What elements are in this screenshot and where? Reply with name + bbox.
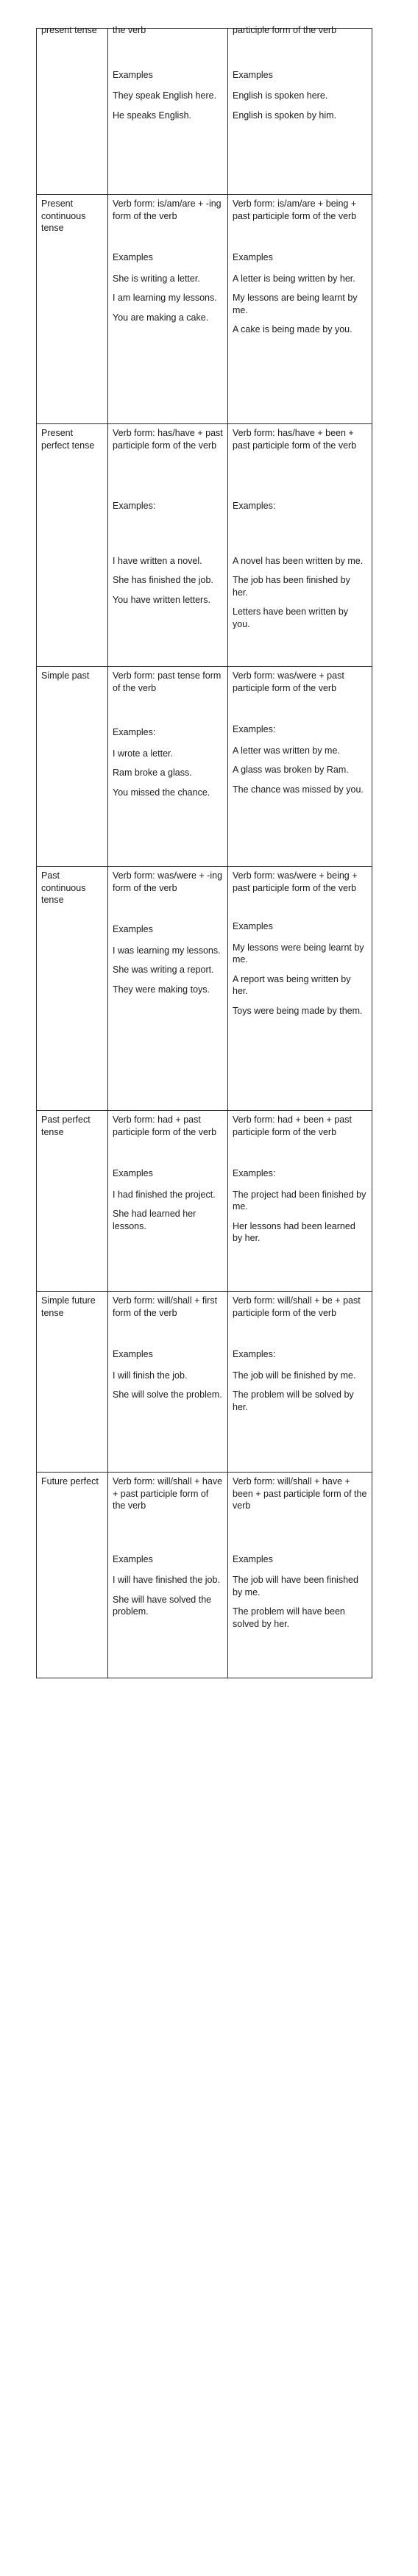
passive-voice-cell xyxy=(228,195,372,424)
passive-example-sentence: The job will have been finished by me. xyxy=(233,1575,358,1598)
active-example-sentence: They were making toys. xyxy=(113,984,210,995)
tense-row xyxy=(37,1473,372,1678)
tense-row xyxy=(37,29,372,195)
tense-name-cell xyxy=(37,1111,108,1292)
passive-verb-form: Verb form: had + been + past participle form of the verb xyxy=(233,1115,352,1137)
active-example-sentence: She was writing a report. xyxy=(113,965,214,975)
passive-example-sentence: A letter was written by me. xyxy=(233,745,340,756)
passive-verb-form: Verb form: was/were + being + past participle form of the verb xyxy=(233,870,358,893)
passive-example-sentence: English is spoken by him. xyxy=(233,110,337,121)
active-verb-form: Verb form: is/am/are + -ing form of the verb xyxy=(113,198,222,221)
passive-examples-label: Examples: xyxy=(233,1349,276,1359)
passive-example-sentence: The problem will have been solved by her. xyxy=(233,1606,345,1629)
active-example-sentence: Ram broke a glass. xyxy=(113,768,192,778)
passive-examples-label: Examples: xyxy=(233,724,276,734)
passive-example-sentence: The problem will be solved by her. xyxy=(233,1389,354,1412)
active-example-sentence: I will finish the job. xyxy=(113,1370,188,1381)
active-verb-form: the verb xyxy=(113,25,146,35)
active-example-sentence: You are making a cake. xyxy=(113,312,209,323)
active-example-sentence: He speaks English. xyxy=(113,110,192,121)
active-verb-form: Verb form: has/have + past participle form of the verb xyxy=(113,428,223,451)
passive-example-sentence: A glass was broken by Ram. xyxy=(233,765,349,775)
passive-example-sentence: The job will be finished by me. xyxy=(233,1370,356,1381)
tense-name: Future perfect xyxy=(41,1476,99,1486)
tense-row xyxy=(37,1111,372,1292)
tense-name-cell xyxy=(37,1473,108,1678)
active-example-sentence: They speak English here. xyxy=(113,90,217,101)
active-voice-cell xyxy=(108,1292,228,1473)
active-verb-form: Verb form: had + past participle form of the verb xyxy=(113,1115,217,1137)
passive-example-sentence: A novel has been written by me. xyxy=(233,555,364,566)
tense-name: Past continuous tense xyxy=(41,870,86,905)
tense-row xyxy=(37,424,372,667)
passive-example-sentence: The project had been finished by me. xyxy=(233,1189,366,1212)
active-voice-cell xyxy=(108,1473,228,1678)
passive-examples-label: Examples xyxy=(233,1553,273,1564)
active-voice-cell xyxy=(108,195,228,424)
passive-verb-form: Verb form: is/am/are + being + past participle form of the verb xyxy=(233,198,357,221)
tense-name-cell xyxy=(37,867,108,1111)
tense-table xyxy=(36,25,372,1678)
active-example-sentence: She will solve the problem. xyxy=(113,1389,222,1400)
active-example-sentence: I will have finished the job. xyxy=(113,1575,220,1585)
passive-verb-form: Verb form: was/were + past participle form of the verb xyxy=(233,670,344,693)
tense-name: Past perfect tense xyxy=(41,1115,91,1137)
active-verb-form: Verb form: will/shall + have + past participle form of the verb xyxy=(113,1476,223,1511)
active-examples-label: Examples xyxy=(113,1349,153,1359)
tense-row xyxy=(37,1292,372,1473)
active-voice-cell xyxy=(108,25,228,195)
tense-table-body xyxy=(37,25,372,1678)
passive-voice-cell xyxy=(228,25,372,195)
active-voice-cell xyxy=(108,867,228,1111)
tense-name-cell xyxy=(37,195,108,424)
active-examples-label: Examples xyxy=(113,69,153,80)
tense-row xyxy=(37,867,372,1111)
active-examples-label: Examples xyxy=(113,1168,153,1178)
active-example-sentence: She had learned her lessons. xyxy=(113,1209,196,1231)
passive-voice-cell xyxy=(228,424,372,667)
active-example-sentence: You missed the chance. xyxy=(113,787,210,798)
active-examples-label: Examples xyxy=(113,924,153,934)
passive-voice-cell xyxy=(228,1111,372,1292)
passive-verb-form: Verb form: will/shall + be + past participle form of the verb xyxy=(233,1295,361,1318)
active-verb-form: Verb form: will/shall + first form of the verb xyxy=(113,1295,218,1318)
passive-example-sentence: A report was being written by her. xyxy=(233,973,351,996)
active-example-sentence: She is writing a letter. xyxy=(113,273,200,284)
active-example-sentence: You have written letters. xyxy=(113,594,210,605)
tense-name-cell xyxy=(37,667,108,867)
active-verb-form: Verb form: was/were + -ing form of the verb xyxy=(113,870,223,893)
active-voice-cell xyxy=(108,424,228,667)
tense-name-cell xyxy=(37,1292,108,1473)
passive-example-sentence: The job has been finished by her. xyxy=(233,575,350,598)
tense-name: Present continuous tense xyxy=(41,198,86,233)
active-example-sentence: I had finished the project. xyxy=(113,1189,216,1200)
passive-example-sentence: My lessons are being learnt by me. xyxy=(233,293,358,315)
tense-row xyxy=(37,195,372,424)
passive-examples-label: Examples: xyxy=(233,501,276,511)
passive-example-sentence: A cake is being made by you. xyxy=(233,324,353,334)
passive-voice-cell xyxy=(228,1473,372,1678)
passive-examples-label: Examples xyxy=(233,252,273,262)
tense-row xyxy=(37,667,372,867)
passive-examples-label: Examples xyxy=(233,69,273,80)
passive-verb-form: Verb form: has/have + been + past participle form of the verb xyxy=(233,428,357,451)
tense-name: Simple past xyxy=(41,670,90,681)
tense-name: Present perfect tense xyxy=(41,428,95,451)
active-example-sentence: She has finished the job. xyxy=(113,575,213,585)
active-examples-label: Examples: xyxy=(113,501,156,511)
passive-example-sentence: The chance was missed by you. xyxy=(233,784,364,795)
passive-example-sentence: English is spoken here. xyxy=(233,90,328,101)
active-examples-label: Examples xyxy=(113,1553,153,1564)
passive-example-sentence: Her lessons had been learned by her. xyxy=(233,1220,355,1243)
passive-voice-cell xyxy=(228,867,372,1111)
passive-example-sentence: A letter is being written by her. xyxy=(233,273,355,284)
passive-voice-cell xyxy=(228,1292,372,1473)
tense-name: Simple future tense xyxy=(41,1295,96,1318)
passive-example-sentence: My lessons were being learnt by me. xyxy=(233,942,364,965)
active-example-sentence: I have written a novel. xyxy=(113,555,202,566)
tense-name-cell xyxy=(37,424,108,667)
tense-name: present tense xyxy=(41,25,97,35)
active-example-sentence: She will have solved the problem. xyxy=(113,1594,212,1617)
tense-name-cell xyxy=(37,25,108,195)
passive-example-sentence: Toys were being made by them. xyxy=(233,1005,363,1016)
passive-examples-label: Examples: xyxy=(233,1168,276,1178)
active-example-sentence: I wrote a letter. xyxy=(113,748,173,759)
active-example-sentence: I am learning my lessons. xyxy=(113,293,217,303)
passive-voice-cell xyxy=(228,667,372,867)
active-example-sentence: I was learning my lessons. xyxy=(113,945,221,956)
passive-example-sentence: Letters have been written by you. xyxy=(233,607,349,629)
passive-examples-label: Examples xyxy=(233,921,273,931)
active-voice-cell xyxy=(108,667,228,867)
active-verb-form: Verb form: past tense form of the verb xyxy=(113,670,222,693)
active-examples-label: Examples: xyxy=(113,727,156,737)
active-examples-label: Examples xyxy=(113,252,153,262)
active-voice-cell xyxy=(108,1111,228,1292)
passive-verb-form: Verb form: will/shall + have + been + past participle form of the verb xyxy=(233,1476,367,1511)
passive-verb-form: participle form of the verb xyxy=(233,25,337,35)
